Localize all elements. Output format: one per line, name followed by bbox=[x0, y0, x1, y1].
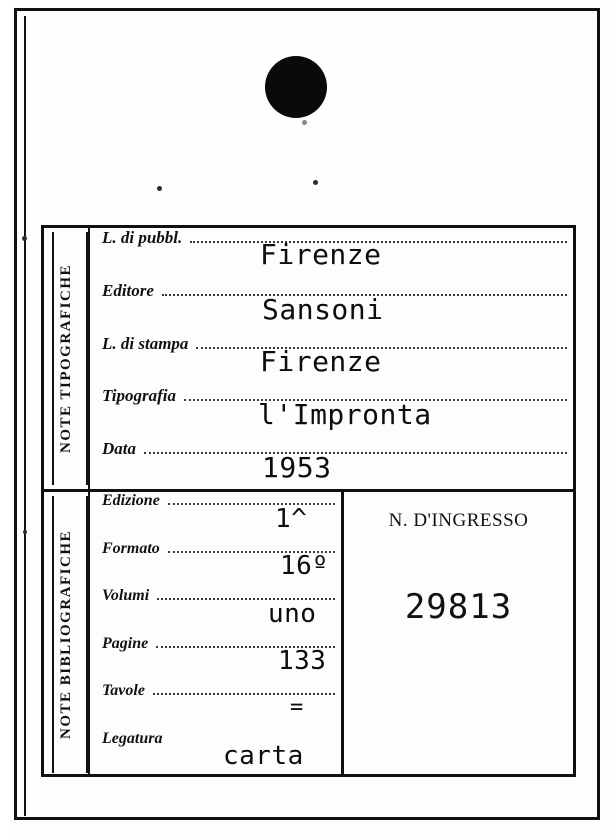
punch-hole-smudge bbox=[302, 120, 307, 125]
ink-speck bbox=[22, 236, 27, 241]
field-value-editore: Sansoni bbox=[262, 292, 384, 326]
scan-left-margin bbox=[0, 0, 10, 835]
section-note-bibliografiche bbox=[44, 492, 573, 777]
field-value-data: 1953 bbox=[262, 450, 332, 484]
field-row-tipografia[interactable] bbox=[90, 386, 573, 439]
field-value-tipografia: l'Impronta bbox=[258, 398, 432, 432]
field-row-editore[interactable] bbox=[90, 281, 573, 334]
field-label: Edizione bbox=[102, 492, 160, 509]
field-row-pagine[interactable] bbox=[90, 635, 341, 683]
field-label: Tavole bbox=[102, 682, 145, 699]
field-row-edizione[interactable] bbox=[90, 492, 341, 540]
field-label: L. di stampa bbox=[102, 333, 189, 353]
dotted-leader bbox=[153, 692, 335, 695]
ink-speck bbox=[23, 530, 27, 534]
field-value-luogo-stampa: Firenze bbox=[260, 345, 382, 379]
dotted-leader bbox=[144, 451, 567, 454]
rows-note-tipografiche bbox=[90, 228, 573, 489]
rows-note-bibliografiche bbox=[90, 492, 341, 777]
field-row-legatura[interactable] bbox=[90, 730, 341, 778]
dotted-leader bbox=[196, 346, 567, 349]
field-row-luogo-pubblicazione[interactable] bbox=[90, 228, 573, 281]
field-row-volumi[interactable] bbox=[90, 587, 341, 635]
field-value-volumi: uno bbox=[268, 598, 317, 629]
field-label: Volumi bbox=[102, 587, 150, 604]
field-row-formato[interactable] bbox=[90, 540, 341, 588]
dotted-leader bbox=[168, 502, 335, 505]
field-label: L. di pubbl. bbox=[102, 228, 183, 247]
ink-speck bbox=[157, 186, 162, 191]
ingress-number-box bbox=[341, 492, 573, 777]
ink-speck bbox=[313, 180, 318, 185]
field-value-tavole: = bbox=[290, 694, 304, 720]
side-label-note-tipografiche: NOTE TIPOGRAFICHE bbox=[57, 264, 74, 453]
field-label: Data bbox=[102, 439, 136, 459]
field-value-legatura: carta bbox=[223, 741, 304, 771]
field-row-luogo-stampa[interactable] bbox=[90, 334, 573, 387]
field-label: Legatura bbox=[102, 729, 163, 747]
ingress-number-value: 29813 bbox=[404, 587, 513, 627]
bottom-text-fragment bbox=[265, 824, 445, 835]
record-table bbox=[41, 225, 576, 777]
field-value-luogo-pubblicazione: Firenze bbox=[260, 237, 382, 271]
field-label: Tipografia bbox=[102, 386, 176, 406]
section-side-strip bbox=[44, 492, 90, 777]
field-value-formato: 16º bbox=[280, 551, 329, 581]
field-label: Formato bbox=[102, 539, 160, 557]
punch-hole-icon bbox=[265, 56, 327, 118]
field-value-edizione: 1^ bbox=[275, 503, 308, 534]
field-label: Editore bbox=[102, 280, 154, 300]
section-note-tipografiche bbox=[44, 228, 573, 492]
field-label: Pagine bbox=[102, 634, 149, 652]
field-row-data[interactable] bbox=[90, 439, 573, 492]
field-value-pagine: 133 bbox=[278, 646, 327, 676]
side-label-note-bibliografiche: NOTE BIBLIOGRAFICHE bbox=[57, 530, 74, 739]
section-side-strip bbox=[44, 228, 90, 489]
field-row-tavole[interactable] bbox=[90, 682, 341, 730]
ingress-number-label: N. D'INGRESSO bbox=[388, 510, 529, 531]
